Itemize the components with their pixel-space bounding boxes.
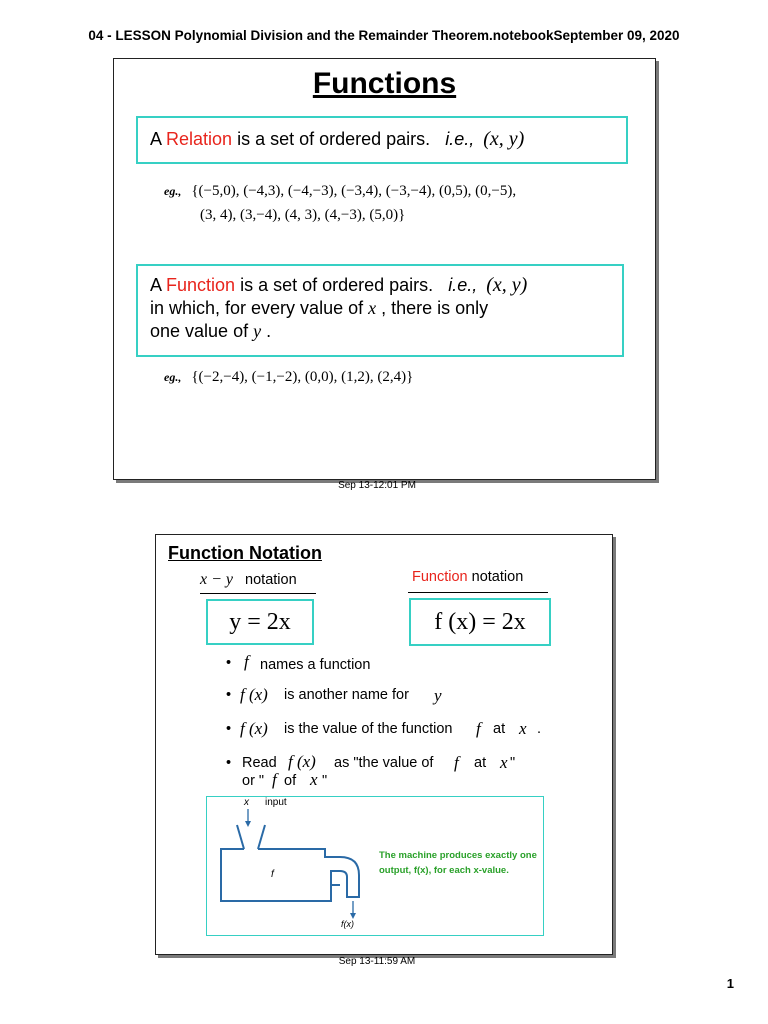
relation-eg-line2: (3, 4), (3,−4), (4, 3), (4,−3), (5,0)} bbox=[200, 207, 406, 223]
b4-x2: x bbox=[310, 770, 318, 789]
machine-x-label: x bbox=[244, 797, 249, 808]
function-notation-heading bbox=[412, 569, 523, 585]
function-machine-figure bbox=[206, 796, 544, 936]
relation-eg-label: eg., bbox=[164, 184, 182, 198]
slide-title: Functions bbox=[312, 67, 457, 100]
b4-q: " bbox=[510, 755, 516, 771]
xy-var: x − y bbox=[200, 571, 233, 588]
b3-at: at bbox=[493, 721, 506, 737]
b4-f2: f bbox=[272, 770, 277, 789]
fn-equation-box bbox=[409, 598, 551, 646]
function-line2a: in which, for every value of bbox=[150, 298, 369, 318]
machine-caption bbox=[379, 848, 537, 878]
b4-of: of bbox=[284, 773, 297, 789]
b3-end: . bbox=[537, 721, 542, 737]
function-line3a: one value of bbox=[150, 321, 254, 341]
b4-as: as "the value of bbox=[334, 755, 434, 771]
function-x: x bbox=[368, 298, 377, 318]
xy-word: notation bbox=[245, 572, 297, 588]
function-term: Function bbox=[166, 275, 236, 295]
relation-term: Relation bbox=[166, 129, 233, 149]
xy-equation-box bbox=[206, 599, 314, 645]
slide-functions bbox=[113, 58, 656, 480]
function-definition bbox=[150, 274, 527, 343]
fn-word: Function bbox=[412, 569, 468, 585]
fn-underline bbox=[408, 592, 548, 593]
relation-ie: i.e., bbox=[445, 129, 475, 149]
relation-definition bbox=[150, 128, 524, 151]
xy-notation-heading bbox=[200, 571, 297, 589]
b4-or: or " bbox=[242, 773, 265, 789]
function-example bbox=[164, 369, 413, 386]
machine-caption-line2: output, f(x), for each x-value. bbox=[379, 865, 509, 876]
b2-text: is another name for bbox=[284, 687, 409, 703]
function-prefix: A bbox=[150, 275, 167, 295]
document-header: 04 - LESSON Polynomial Division and the Remainder Theorem.notebookSeptember 09, 2020 bbox=[88, 28, 680, 43]
machine-f-label: f bbox=[271, 869, 274, 880]
slide-title: Function Notation bbox=[168, 543, 322, 563]
fn-rest: notation bbox=[467, 569, 524, 585]
slide1-timestamp: Sep 13-12:01 PM bbox=[338, 480, 416, 491]
xy-underline bbox=[200, 593, 316, 594]
b2-y: y bbox=[434, 686, 442, 705]
b3-f: f bbox=[476, 719, 481, 738]
b1-f: f bbox=[244, 652, 249, 671]
b4-x: x bbox=[500, 753, 508, 772]
b2-fx: f (x) bbox=[240, 685, 268, 704]
slide-function-notation: Function Notation x − y notation Function notation y = 2x f (x) = 2x • f names a function • f (x) is another name for y • f (x) is the value of the function f at x . • Read f (x) as "the value of f at x " or " f of x " x input f f(x) The machine produces exactly one output, f(x), for each x-value. bbox=[155, 534, 613, 955]
fn-equation: f (x) = 2x bbox=[434, 609, 526, 635]
b4-at: at bbox=[474, 755, 487, 771]
b3-x: x bbox=[519, 719, 527, 738]
machine-fx-label: f(x) bbox=[341, 919, 354, 929]
function-eg-set: {(−2,−4), (−1,−2), (0,0), (1,2), (2,4)} bbox=[191, 369, 414, 385]
b1-text: names a function bbox=[260, 657, 371, 673]
page-number: 1 bbox=[726, 976, 734, 991]
function-pair: (x, y) bbox=[486, 274, 528, 296]
function-eg-label: eg., bbox=[164, 370, 182, 384]
slide2-timestamp: Sep 13-11:59 AM bbox=[338, 956, 416, 967]
machine-caption-line1: The machine produces exactly one bbox=[379, 850, 537, 861]
function-y: y bbox=[253, 321, 262, 341]
function-ie: i.e., bbox=[448, 275, 478, 295]
function-line3b: . bbox=[261, 321, 272, 341]
b4-q2: " bbox=[322, 773, 328, 789]
b3-fx: f (x) bbox=[240, 719, 268, 738]
relation-rest: is a set of ordered pairs. bbox=[232, 129, 431, 149]
relation-definition-box bbox=[136, 116, 628, 164]
b4-fx: f (x) bbox=[288, 752, 316, 771]
b4-f: f bbox=[454, 753, 459, 772]
function-rest: is a set of ordered pairs. bbox=[235, 275, 434, 295]
xy-equation: y = 2x bbox=[229, 609, 291, 635]
b4-read: Read bbox=[242, 755, 277, 771]
function-definition-box bbox=[136, 264, 624, 357]
bullet-4: • Read f (x) as "the value of f at x " or " f of x " bbox=[226, 752, 516, 789]
relation-prefix: A bbox=[150, 129, 167, 149]
relation-eg-line1: {(−5,0), (−4,3), (−4,−3), (−3,4), (−3,−4), (0,5), (0,−5), bbox=[191, 183, 517, 199]
relation-pair: (x, y) bbox=[483, 128, 525, 150]
function-line2b: , there is only bbox=[376, 298, 489, 318]
machine-input-label: input bbox=[265, 797, 287, 808]
b3-text1: is the value of the function bbox=[284, 721, 453, 737]
relation-example bbox=[164, 179, 516, 227]
